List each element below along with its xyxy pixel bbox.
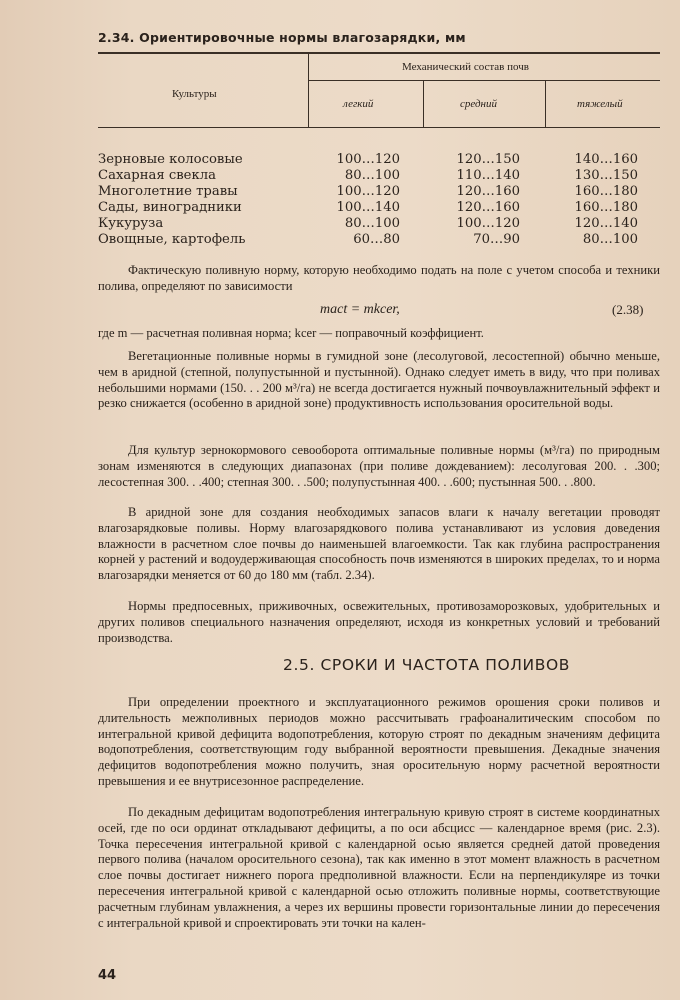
crop-name: Сады, виноградники bbox=[98, 200, 242, 215]
formula-number: (2.38) bbox=[612, 302, 644, 317]
col-divider-2 bbox=[423, 81, 424, 127]
table-top-rule bbox=[98, 52, 660, 54]
value-light: 100…120 bbox=[336, 184, 400, 199]
value-heavy: 160…180 bbox=[574, 184, 638, 199]
value-heavy: 140…160 bbox=[574, 152, 638, 167]
page-number: 44 bbox=[98, 968, 117, 983]
crop-name: Овощные, картофель bbox=[98, 232, 246, 247]
value-heavy: 160…180 bbox=[574, 200, 638, 215]
value-heavy: 130…150 bbox=[574, 168, 638, 183]
value-heavy: 120…140 bbox=[574, 216, 638, 231]
value-medium: 70…90 bbox=[473, 232, 520, 247]
crop-name: Сахарная свекла bbox=[98, 168, 216, 183]
header-soil-composition: Механический состав почв bbox=[402, 61, 529, 73]
crop-name: Зерновые колосовые bbox=[98, 152, 243, 167]
paragraph-vegetation-norms: Вегетационные поливные нормы в гумидной зоне (лесолуговой, лесостепной) обычно меньше, чем в аридной (степной, полупустынной и пустынной). Однако следует иметь в виду, что при поливах небольшими нормами (150. . . 200 м³/га) не всегда достигается нужный почвоувлажнительный эффект и резко снижается (особенно в аридной зоне) продуктивность использования оросительной воды. bbox=[98, 349, 660, 411]
col-divider-1 bbox=[308, 53, 309, 127]
value-medium: 100…120 bbox=[456, 216, 520, 231]
formula-2-38: mact = mkcer, bbox=[320, 302, 400, 317]
header-group-rule bbox=[308, 80, 660, 81]
value-light: 100…140 bbox=[336, 200, 400, 215]
header-light: легкий bbox=[343, 98, 374, 110]
paragraph-actual-norm: Фактическую поливную норму, которую необходимо подать на поле с учетом способа и техники полива, определяют по зависимости bbox=[98, 263, 660, 293]
paragraph-integral-curve: По декадным дефицитам водопотребления интегральную кривую строят в системе координатных осей, где по оси ординат откладывают дефициты, а по оси абсцисс — календарное время (рис. 2.3). Точка пересечения интегральной кривой с календарной осью является средней датой проведения первого полива (началом оросительного сезона), так как именно в этот момент влажность в расчетном слое почвы достигает нижнего порога предполивной влажности. Если на перпендикуляре из точки пересечения интегральной кривой с календарной осью отложить поливные нормы, соответствующие расчетным глубинам увлажнения, а через их вершины провести горизонтальные линии до пересечения с интегральной кривой и спроектировать эти точки на кален- bbox=[98, 805, 660, 930]
paragraph-design-regime: При определении проектного и эксплуатационного режимов орошения сроки поливов и длительность межполивных периодов можно рассчитывать графоаналитическим способом по интегральной кривой дефицита водопотребления, которую строят по декадным значениям дефицита водопотребления, соответствующим году выбранной вероятности превышения. Декадные значения дефицитов водопотребления можно получить, зная оросительную норму расчетной вероятности превышения и ее внутрисезонное распределение. bbox=[98, 695, 660, 788]
paragraph-arid-zone: В аридной зоне для создания необходимых запасов влаги к началу вегетации проводят влагозарядковые поливы. Норму влагозарядкового полива устанавливают из условия доведения влажности в расчетном слое почвы до наименьшей влагоемкости. Так как глубина распространения корней у растений и водоудерживающая способность почв изменяются в широких пределах, то и норма влагозарядки меняется от 60 до 180 мм (табл. 2.34). bbox=[98, 505, 660, 583]
header-crops: Культуры bbox=[172, 88, 217, 100]
value-heavy: 80…100 bbox=[582, 232, 638, 247]
col-divider-3 bbox=[545, 81, 546, 127]
value-medium: 120…150 bbox=[456, 152, 520, 167]
section-heading: 2.5. СРОКИ И ЧАСТОТА ПОЛИВОВ bbox=[283, 656, 571, 674]
paragraph-where: где m — расчетная поливная норма; kcer — поправочный коэффициент. bbox=[98, 326, 484, 340]
value-medium: 110…140 bbox=[456, 168, 520, 183]
header-heavy: тяжелый bbox=[577, 98, 623, 110]
value-medium: 120…160 bbox=[456, 200, 520, 215]
value-medium: 120…160 bbox=[456, 184, 520, 199]
crop-name: Многолетние травы bbox=[98, 184, 238, 199]
paragraph-grain-fodder: Для культур зернокормового севооборота оптимальные поливные нормы (м³/га) по природным зонам изменяются в следующих диапазонах (при поливе дождеванием): лесолуговая 200. . .300; лесостепная 300. . .400; степная 300. . .500; полупустынная 400. . .600; пустынная 500. . .800. bbox=[98, 443, 660, 489]
value-light: 80…100 bbox=[344, 216, 400, 231]
crop-name: Кукуруза bbox=[98, 216, 164, 231]
table-caption: 2.34. Ориентировочные нормы влагозарядки, мм bbox=[98, 30, 466, 45]
header-medium: средний bbox=[460, 98, 498, 110]
value-light: 100…120 bbox=[336, 152, 400, 167]
value-light: 80…100 bbox=[344, 168, 400, 183]
header-bottom-rule bbox=[98, 127, 660, 128]
value-light: 60…80 bbox=[353, 232, 400, 247]
paragraph-special-irrigation: Нормы предпосевных, приживочных, освежительных, противозаморозковых, удобрительных и других поливов специального назначения определяют, исходя из конкретных условий и требований производства. bbox=[98, 599, 660, 645]
